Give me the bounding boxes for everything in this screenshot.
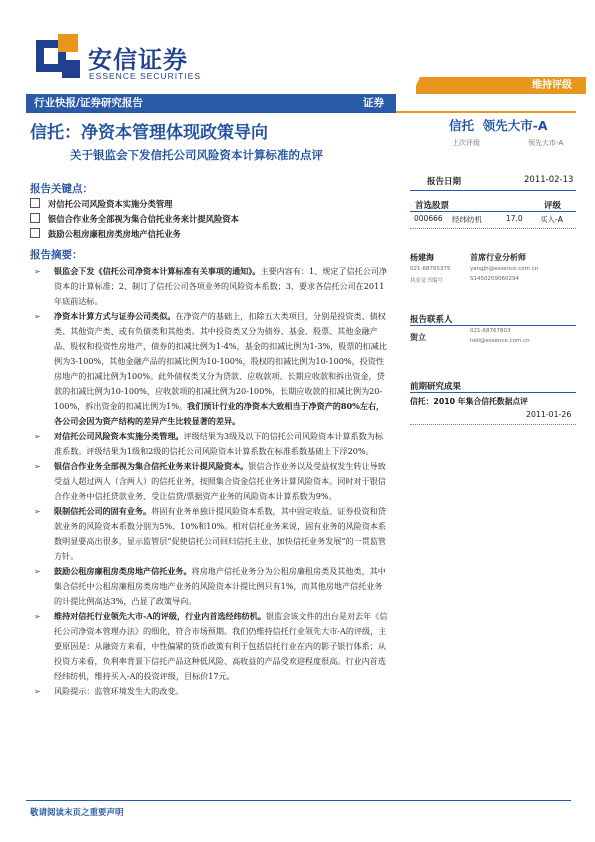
prev-row-divider	[410, 424, 576, 425]
arrow-icon: ➢	[34, 312, 41, 321]
prev-research-item: 信托：2010 年集合信托数据点评	[410, 397, 528, 406]
rating-tag: 维持评级	[416, 77, 586, 94]
stock-code: 000666	[414, 214, 443, 223]
list-item: ➢ 对信托公司风险资本实施分类管理。评级结果为3级及以下的信托公司风险资本计算系数为标准系数。评级结果为1级和2级的信托公司风险资本计算系数在标准系数基础上下浮20%。	[34, 431, 383, 456]
list-item: ➢ 鼓励公租房廉租房类房地产信托业务。将房地产信托业务分为公租房廉租房类及其他类，其中集合信托中公租房廉租房类房地产业务的风险资本计提比例只有1%，而其他房地产信托业务的计提比例高达3%，凸显了政策导向。	[34, 566, 386, 606]
table-divider	[410, 211, 576, 212]
analyst-title: 首席行业分析师	[470, 253, 526, 262]
book-icon	[30, 198, 40, 208]
footer-divider	[26, 800, 571, 801]
logo-mark-icon	[36, 34, 82, 80]
disclaimer-note: 敬请阅读末页之重要声明	[30, 808, 124, 818]
list-item: ➢ 维持对信托行业领先大市-A的评级，行业内首选经纬纺机。银监会该文件的出台是对去年《信托公司净资本管理办法》的细化，符合市场预期。我们仍维持信托行业领先大市-A的评级，主要原因是：从融资方来看，中性偏紧的货币政策有利于包括信托行业在内的影子银行体系；从投资方来看，负利率背景下信托产品这种低风险、高收益的产品受欢迎程度很高。行业内首选经纬纺机，维持买入-A的投资评级，目标价17元。	[34, 611, 388, 681]
analyst-phone: 021-68765375	[410, 266, 451, 272]
rating-column-header: 评级	[544, 201, 562, 211]
list-item: ➢ 银监会下发《信托公司净资本计算标准有关事项的通知》。主要内容有：1、规定了信托公司净资本的计算标准；2、制订了信托公司各项业务的风险资本系数；3、要求各信托公司在2011年底前达标。	[34, 266, 387, 306]
report-date: 2011-02-13	[524, 175, 574, 185]
company-name-en: ESSENCE SECURITIES	[89, 71, 201, 81]
analyst-cert: S1450209060294	[470, 276, 519, 282]
contact-phone: 021-68767803	[470, 328, 511, 334]
contact-email: heli@essence.com.cn	[470, 338, 530, 344]
right-divider	[410, 190, 576, 191]
report-type-bar	[26, 94, 396, 113]
last-rating-label: 上次评级	[452, 139, 480, 147]
report-subtitle: 关于银监会下发信托公司风险资本计算标准的点评	[70, 148, 323, 162]
keypoints-title: 报告关键点：	[30, 183, 93, 195]
sector-rating-value: 领先大市-A	[482, 118, 548, 133]
list-item: ➢ 净资本计算方式与证券公司类似。在净资产的基础上，扣除五大类项目，分别是投资类、债权类、其他资产类、或有负债类和其他类。其中投资类又分为债券、基金、股票、其他金融产品、股权和投资性房地产，债券的扣减比例为1-4%，基金的扣减比例为1-3%，股票的扣减比例为3-100%，其他金融产品的扣减比例为10-100%，股权的扣减比例为10-100%，投资性房地产的扣减比例为100%。此外债权类又分为贷款、应收款项、长期应收款和拆出资金，贷款的扣减比例为10-100%，应收款项的扣减比例为20-100%，长期应收款的扣减比例为20-100%，拆出资金的扣减比例为1%。我们预计行业的净资本大致相当于净资产的80%左右，各公司会因为资产结构的差异产生比较显著的差异。	[34, 311, 387, 426]
industry-label: 证券	[363, 97, 384, 109]
arrow-icon: ➢	[34, 507, 41, 516]
arrow-icon: ➢	[34, 432, 41, 441]
analyst-name: 杨建海	[410, 253, 434, 262]
contact-divider	[410, 325, 576, 326]
sector-rating	[449, 116, 548, 134]
arrow-icon: ➢	[34, 687, 41, 696]
sector-name: 信托	[449, 118, 475, 133]
company-name-cn: 安信证券	[88, 46, 188, 74]
arrow-icon: ➢	[34, 267, 41, 276]
analyst-email: yangjh@essence.com.cn	[470, 266, 539, 272]
arrow-icon: ➢	[34, 612, 41, 621]
header-divider	[396, 111, 576, 113]
summary-body	[30, 264, 390, 699]
book-icon	[30, 213, 40, 223]
keypoint-item: 对信托公司风险资本实施分类管理	[30, 198, 172, 210]
last-rating-value: 领先大市-A	[528, 139, 564, 147]
prev-research-title: 前期研究成果	[410, 382, 462, 392]
prev-divider	[410, 392, 576, 393]
report-date-label: 报告日期	[427, 177, 462, 187]
stock-name: 经纬纺机	[452, 215, 482, 224]
row-divider	[410, 228, 576, 229]
prev-research-date: 2011-01-26	[526, 410, 572, 419]
keypoint-item: 银信合作业务全部视为集合信托业务来计提风险资本	[30, 213, 239, 225]
summary-title: 报告摘要：	[30, 249, 83, 261]
contact-title: 报告联系人	[410, 315, 453, 325]
contact-name: 贺立	[410, 333, 426, 342]
analyst-cert-label: 执业证书编号	[410, 278, 444, 284]
keypoint-item: 鼓励公租房廉租房类房地产信托业务	[30, 228, 181, 240]
book-icon	[30, 228, 40, 238]
list-item: ➢ 风险提示：监管环境发生大的改变。	[30, 684, 390, 699]
list-item: ➢ 限制信托公司的固有业务。将固有业务单独计提风险资本系数，其中固定收益、证券投资和贷款业务的风险资本系数分别为5%、10%和10%。相对信托业务来说，固有业务的风险资本系数明显要高出很多，显示监管层“促使信托公司回归信托主业、加快信托业务发展”的一贯监管方针。	[34, 506, 387, 561]
preferred-stock-title: 首选股票	[415, 201, 450, 211]
arrow-icon: ➢	[34, 567, 41, 576]
stock-price: 17.0	[506, 214, 523, 223]
report-title: 信托：净资本管理体现政策导向	[30, 123, 268, 143]
rating-tag-stripes-icon	[406, 77, 446, 94]
report-type-label: 行业快报/证券研究报告	[34, 97, 143, 109]
list-item: ➢ 银信合作业务全部视为集合信托业务来计提风险资本。银信合作业务以及受益权发生转让导致受益人超过两人（含两人）的信托业务，按照集合资金信托业务计算风险资本。同时对于银信合作业务中信托贷款业务、受让信贷/票据资产业务的风险资本计算系数为9%。	[34, 461, 386, 501]
stock-rating: 买入-A	[540, 215, 563, 224]
arrow-icon: ➢	[34, 462, 41, 471]
